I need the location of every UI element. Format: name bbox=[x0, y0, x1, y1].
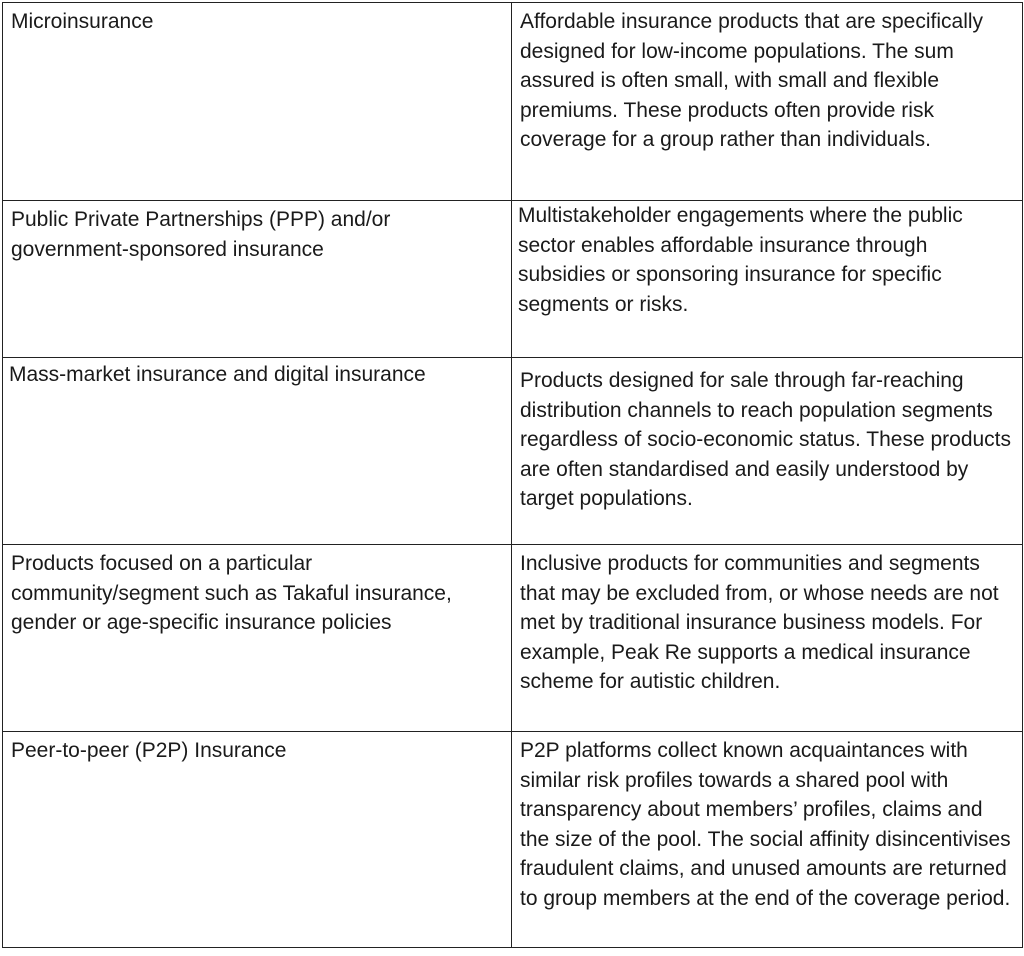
term-cell: Products focused on a particular community/segment such as Takaful insurance, gender or age-specific insurance policies bbox=[3, 545, 512, 732]
table-row bbox=[3, 358, 1023, 545]
description-cell: Inclusive products for communities and segments that may be excluded from, or whose needs are not met by traditional insurance business models. For example, Peak Re supports a medical insurance scheme for autistic children. bbox=[512, 545, 1023, 732]
term-cell: Microinsurance bbox=[3, 3, 512, 201]
table-row bbox=[3, 201, 1023, 358]
term-cell: Peer-to-peer (P2P) Insurance bbox=[3, 732, 512, 948]
table-row bbox=[3, 732, 1023, 948]
table-row bbox=[3, 3, 1023, 201]
term-cell: Mass-market insurance and digital insurance bbox=[3, 358, 512, 545]
table-row bbox=[3, 545, 1023, 732]
term-cell: Public Private Partnerships (PPP) and/or government-sponsored insurance bbox=[3, 201, 512, 358]
description-cell: P2P platforms collect known acquaintances with similar risk profiles towards a shared pool with transparency about members’ profiles, claims and the size of the pool. The social affinity disincentivises fraudulent claims, and unused amounts are returned to group members at the end of the coverage period. bbox=[512, 732, 1023, 948]
description-cell: Multistakeholder engagements where the public sector enables affordable insurance through subsidies or sponsoring insurance for specific segments or risks. bbox=[512, 201, 1023, 358]
insurance-types-table bbox=[2, 2, 1023, 948]
description-cell: Affordable insurance products that are specifically designed for low-income populations. The sum assured is often small, with small and flexible premiums. These products often provide risk coverage for a group rather than individuals. bbox=[512, 3, 1023, 201]
description-cell: Products designed for sale through far-reaching distribution channels to reach population segments regardless of socio-economic status. These products are often standardised and easily understood by target populations. bbox=[512, 358, 1023, 545]
